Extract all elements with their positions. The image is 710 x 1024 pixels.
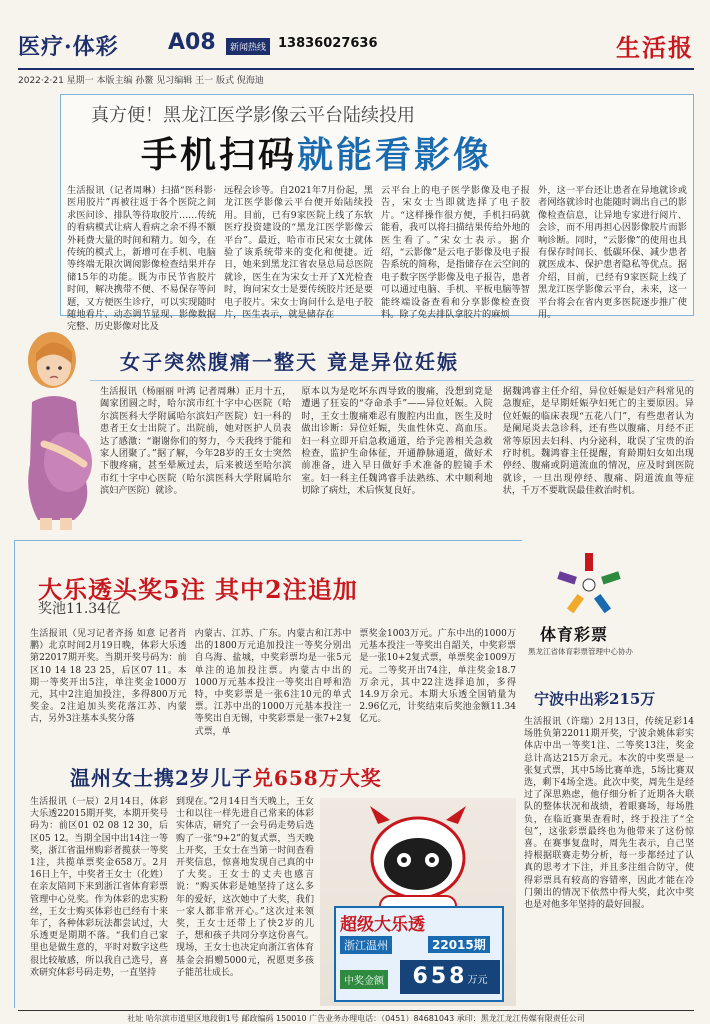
issue-unit: 期	[473, 938, 486, 952]
article-kicker: 真方便！黑龙江医学影像云平台陆续投用	[91, 105, 415, 126]
body-column: 远程会诊等。自2021年7月份起，黑龙江医学影像云平台便开始陆续投用。目前，已有9家医院上线了东软医疗投资建设的“黑龙江医学影像云平台”。最近，哈市市民宋女士就体验了该系统带来的变化和便捷。近日，她来到黑龙江省农垦总局总医院就诊，医生在为宋女士开了X光检查时，询问宋女士是要传统胶片还是要电子胶片。宋女士询问什么是电子胶片，医生表示，就是储存在	[224, 185, 373, 321]
body-column: 生活报讯（一辰）2月14日，体彩大乐透22015期开奖，本期开奖号码为：前区01 02 08 12 30，后区05 12。当期全国中出14注一等奖，浙江省温州购彩者揽获一等奖1注，共揽单票奖金658万。2月16日上午，中奖者王女士（化姓）在亲友陪同下来到浙江省体育彩票管理中心兑奖。作为体彩的忠实粉丝，王女士购买体彩也已经有十来年了，各种体彩玩法都尝试过，大乐透更是期期不落。“我们自己家里也是做生意的，平时对数字这些很比较敏感，所以我自己选号，喜欢研究体彩号码走势，一直坚持	[30, 797, 168, 978]
ticket-issue	[428, 936, 490, 953]
article-body	[67, 185, 687, 333]
page-footer: 社址 哈尔滨市道里区地段街1号 邮政编码 150010 广告业务办理电话：（0451）84681043 承印：黑龙江龙江传媒有限责任公司	[18, 1010, 694, 1024]
body-column: 外，这一平台还让患者在异地就诊或者网络就诊时也能随时调出自己的影像检查信息，让异地专家进行阅片、会诊，而不用再担心因影像胶片而影响诊断。同时，“云影像”的使用也具有保存时间长、低碳环保、减少患者就医成本、保护患者隐私等优点。据介绍，目前，已经有9家医院上线了黑龙江医学影像云平台，未来，这一平台将会在省内更多医院逐步推广使用。	[538, 185, 687, 321]
body-column: 到现在。”2月14日当天晚上，王女士和以往一样先进自己常来的体彩实体店，研究了一会号码走势后选购了一张“9+2”的复式票，当天晚上开奖，王女士在当第一时间查看开奖信息，惊喜地发现自己真的中了大奖。王女士的丈夫也感言说：“购买体彩是她坚持了这么多年的爱好，这次她中了大奖，我们一家人都非常开心。”这次过来领奖，王女士还带上了快2岁的儿子，想和孩子共同分享这份喜气。现场，王女士也决定向浙江省体育基金会捐赠5000元，祝愿更多孩子能茁壮成长。	[176, 797, 314, 978]
headline-divider	[90, 380, 694, 381]
article-body	[100, 386, 694, 524]
ticket-province: 浙江温州	[340, 936, 392, 954]
section-name: 医疗·体彩	[18, 34, 119, 60]
prize-unit: 万元	[467, 975, 488, 986]
masthead	[18, 30, 694, 64]
sports-lottery-name: 体育彩票	[540, 625, 609, 644]
body-column: 生活报讯（记者周琳）扫描“医科影·医用胶片”再被往返于各个医院之间求医问诊、排队等待取胶片……传统的看病模式让病人看病之余不得不额外耗费大量的时间和精力。如今，在传统的模式上，新增可在手机、电脑等终端无限次调阅影像检查结果并存储15年的功能。既为市民节省胶片时间，解决携带不便、不易保存等问题，又方便医生诊疗，可以实现随时随地看片、动态调节显现、影像数据完整、历史影像对比及	[67, 185, 216, 333]
headline-part: 手机扫码	[141, 135, 298, 176]
prize-number: 658	[412, 964, 468, 989]
article-headline	[141, 127, 492, 178]
prize-photo	[320, 798, 516, 1006]
hotline-label: 新闻热线	[226, 38, 270, 55]
sports-lottery-sidebar	[524, 540, 694, 1008]
headline-part-highlight: 兑658万大奖	[252, 766, 382, 790]
body-column: 生活报讯（杨丽丽 叶鸿 记者周琳）正月十五，阖家团圆之时，哈尔滨市红十字中心医院（哈尔滨医科大学附属哈尔滨妇产医院）妇一科的患者王女士出院了。出院前，她对医护人员表达了感激：“谢谢你们的努力，今天我终于能和家人团聚了。”据了解，今年28岁的王女士突然下腹疼痛，甚至晕厥过去，后来被送至哈尔滨市红十字中心医院（哈尔滨医科大学附属哈尔滨妇产医院）就诊。	[100, 386, 292, 497]
article-headline	[70, 762, 382, 791]
headline-part: 温州女士携2岁儿子	[70, 766, 253, 790]
article-body	[30, 796, 314, 1004]
edition-meta: 2022·2·21 星期一 本版主编 孙鳌 见习编辑 王一 版式 倪海迪	[18, 68, 694, 86]
sports-lottery-sponsor: 黑龙江省体育彩票管理中心协办	[528, 647, 633, 656]
body-column: 票奖金1003万元。广东中出的1000万元基本投注一等奖出自韶关，中奖彩票是一张10+2复式票，单票奖金1009万元。二等奖开出74注，单注奖金18.7万余元，其中22注选择追加，多得14.9万余元。本期大乐透全国销量为2.96亿元，计奖结束后奖池金额11.34亿元。	[359, 629, 517, 725]
article-headline: 宁波中出彩215万	[534, 690, 656, 708]
body-column: 据魏鸿睿主任介绍，异位妊娠是妇产科常见的急腹症，是早期妊娠孕妇死亡的主要原因。异位妊娠的临床表现“五花八门”，有些患者认为是阑尾炎去急诊科，还有些以腹痛、月经不正常等原因去妇科、内分泌科，耽误了宝贵的治疗时机。魏鸿睿主任提醒，育龄期妇女如出现停经、腹痛或阴道流血的情况，应及时到医院就诊，一旦出现停经、腹痛、阴道流血等症状，千万不要耽误最佳救治时机。	[502, 386, 694, 497]
ticket-brand: 超级大乐透	[340, 915, 425, 935]
article-cloud-imaging	[60, 94, 694, 333]
issue-number: 22015	[432, 938, 474, 952]
prize-label: 中奖金额	[340, 970, 388, 989]
body-column: 内蒙古、江苏、广东。内蒙古和江苏中出的1800万元追加投注一等奖分别出自乌海、盐城，中奖彩票均是一张5元单注的追加投注票。内蒙古中出的1000万元基本投注一等奖出自呼和浩特，中奖彩票是一张6注10元的单式票。江苏中出的1000万元基本投注一等奖出自无锡，中奖彩票是一张7+2复式票，单	[194, 629, 352, 737]
article-subheadline: 奖池11.34亿	[38, 601, 121, 617]
article-headline: 女子突然腹痛一整天 竟是异位妊娠	[120, 350, 459, 374]
body-column: 生活报讯（见习记者齐扬 如意 记者肖鹏）北京时间2月19日晚，体彩大乐透第22017期开奖。当期开奖号码为：前区10 14 18 23 25，后区07 11。本期一等奖开出5注，单注奖金1000万元，其中2注追加投注，多得800万元奖金。2注追加头奖花落江苏、内蒙古，另外3注基本头奖分落	[30, 629, 187, 725]
newspaper-logo: 生活报	[616, 33, 694, 62]
hotline-number: 13836027636	[278, 36, 378, 51]
pregnant-woman-illustration	[14, 324, 100, 532]
sports-lottery-logo-icon	[554, 550, 624, 620]
page-number: A08	[168, 30, 216, 55]
prize-board	[334, 906, 504, 1002]
prize-amount	[400, 960, 500, 994]
body-column: 云平台上的电子医学影像及电子报告，宋女士当即就选择了电子胶片。“这样操作很方便，手机扫码就能看，我可以将扫描结果传给外地的医生看了。”宋女士表示。据介绍，“云影像”是云电子影像及电子报告系统的简称，是指储存在云空间的电子数字医学影像及电子报告，患者可以通过电脑、手机、平板电脑等智能终端设备查看和分享影像检查资料。除了免去排队拿胶片的麻烦	[381, 185, 530, 321]
article-body	[30, 628, 516, 748]
headline-part-highlight: 就能看影像	[297, 135, 493, 176]
article-headline: 大乐透头奖5注 其中2注追加	[38, 575, 358, 604]
article-body: 生活报讯（许瑞）2月13日，传统足彩14场胜负第22011期开奖，宁波余姚体彩实体店中出一等奖1注、二等奖13注，奖金总计高达215万余元。本次的中奖票是一张复式票，其中5场比赛单选，5场比赛双选，剩下4场全选。此次中奖，周先生是经过了深思熟虑，他仔细分析了近期各大联队的整体状况和战绩，着眼赛场，每场胜负，在临近赛果查看时，终于投注了“全包”，这张彩票最终也为他带来了这份惊喜。在赛事复盘时，周先生表示，自己坚持根据联赛走势分析，每一步都经过了认真的思考才下注，并且多注组合防守，使得彩票具有较高的容错率，因此才能在冷门频出的情况下依然中得大奖，此次中奖也是对他多年坚持的最好回报。	[524, 717, 694, 911]
body-column: 原本以为是吃坏东西导致的腹痛，没想到竟是遭遇了狂妄的“夺命杀手”——异位妊娠。入院时，王女士腹痛难忍有腹腔内出血，医生及时做出诊断：异位妊娠，失血性休克、高血压。妇一科立即开启急救通道，给予完善相关急救检查，监护生命体征，开通静脉通道，做好术前准备，进入早日做好手术准备的腔镜手术室。妇一科主任魏鸿睿手法熟练、术中顺利地切除了病灶，术后恢复良好。	[301, 386, 493, 497]
